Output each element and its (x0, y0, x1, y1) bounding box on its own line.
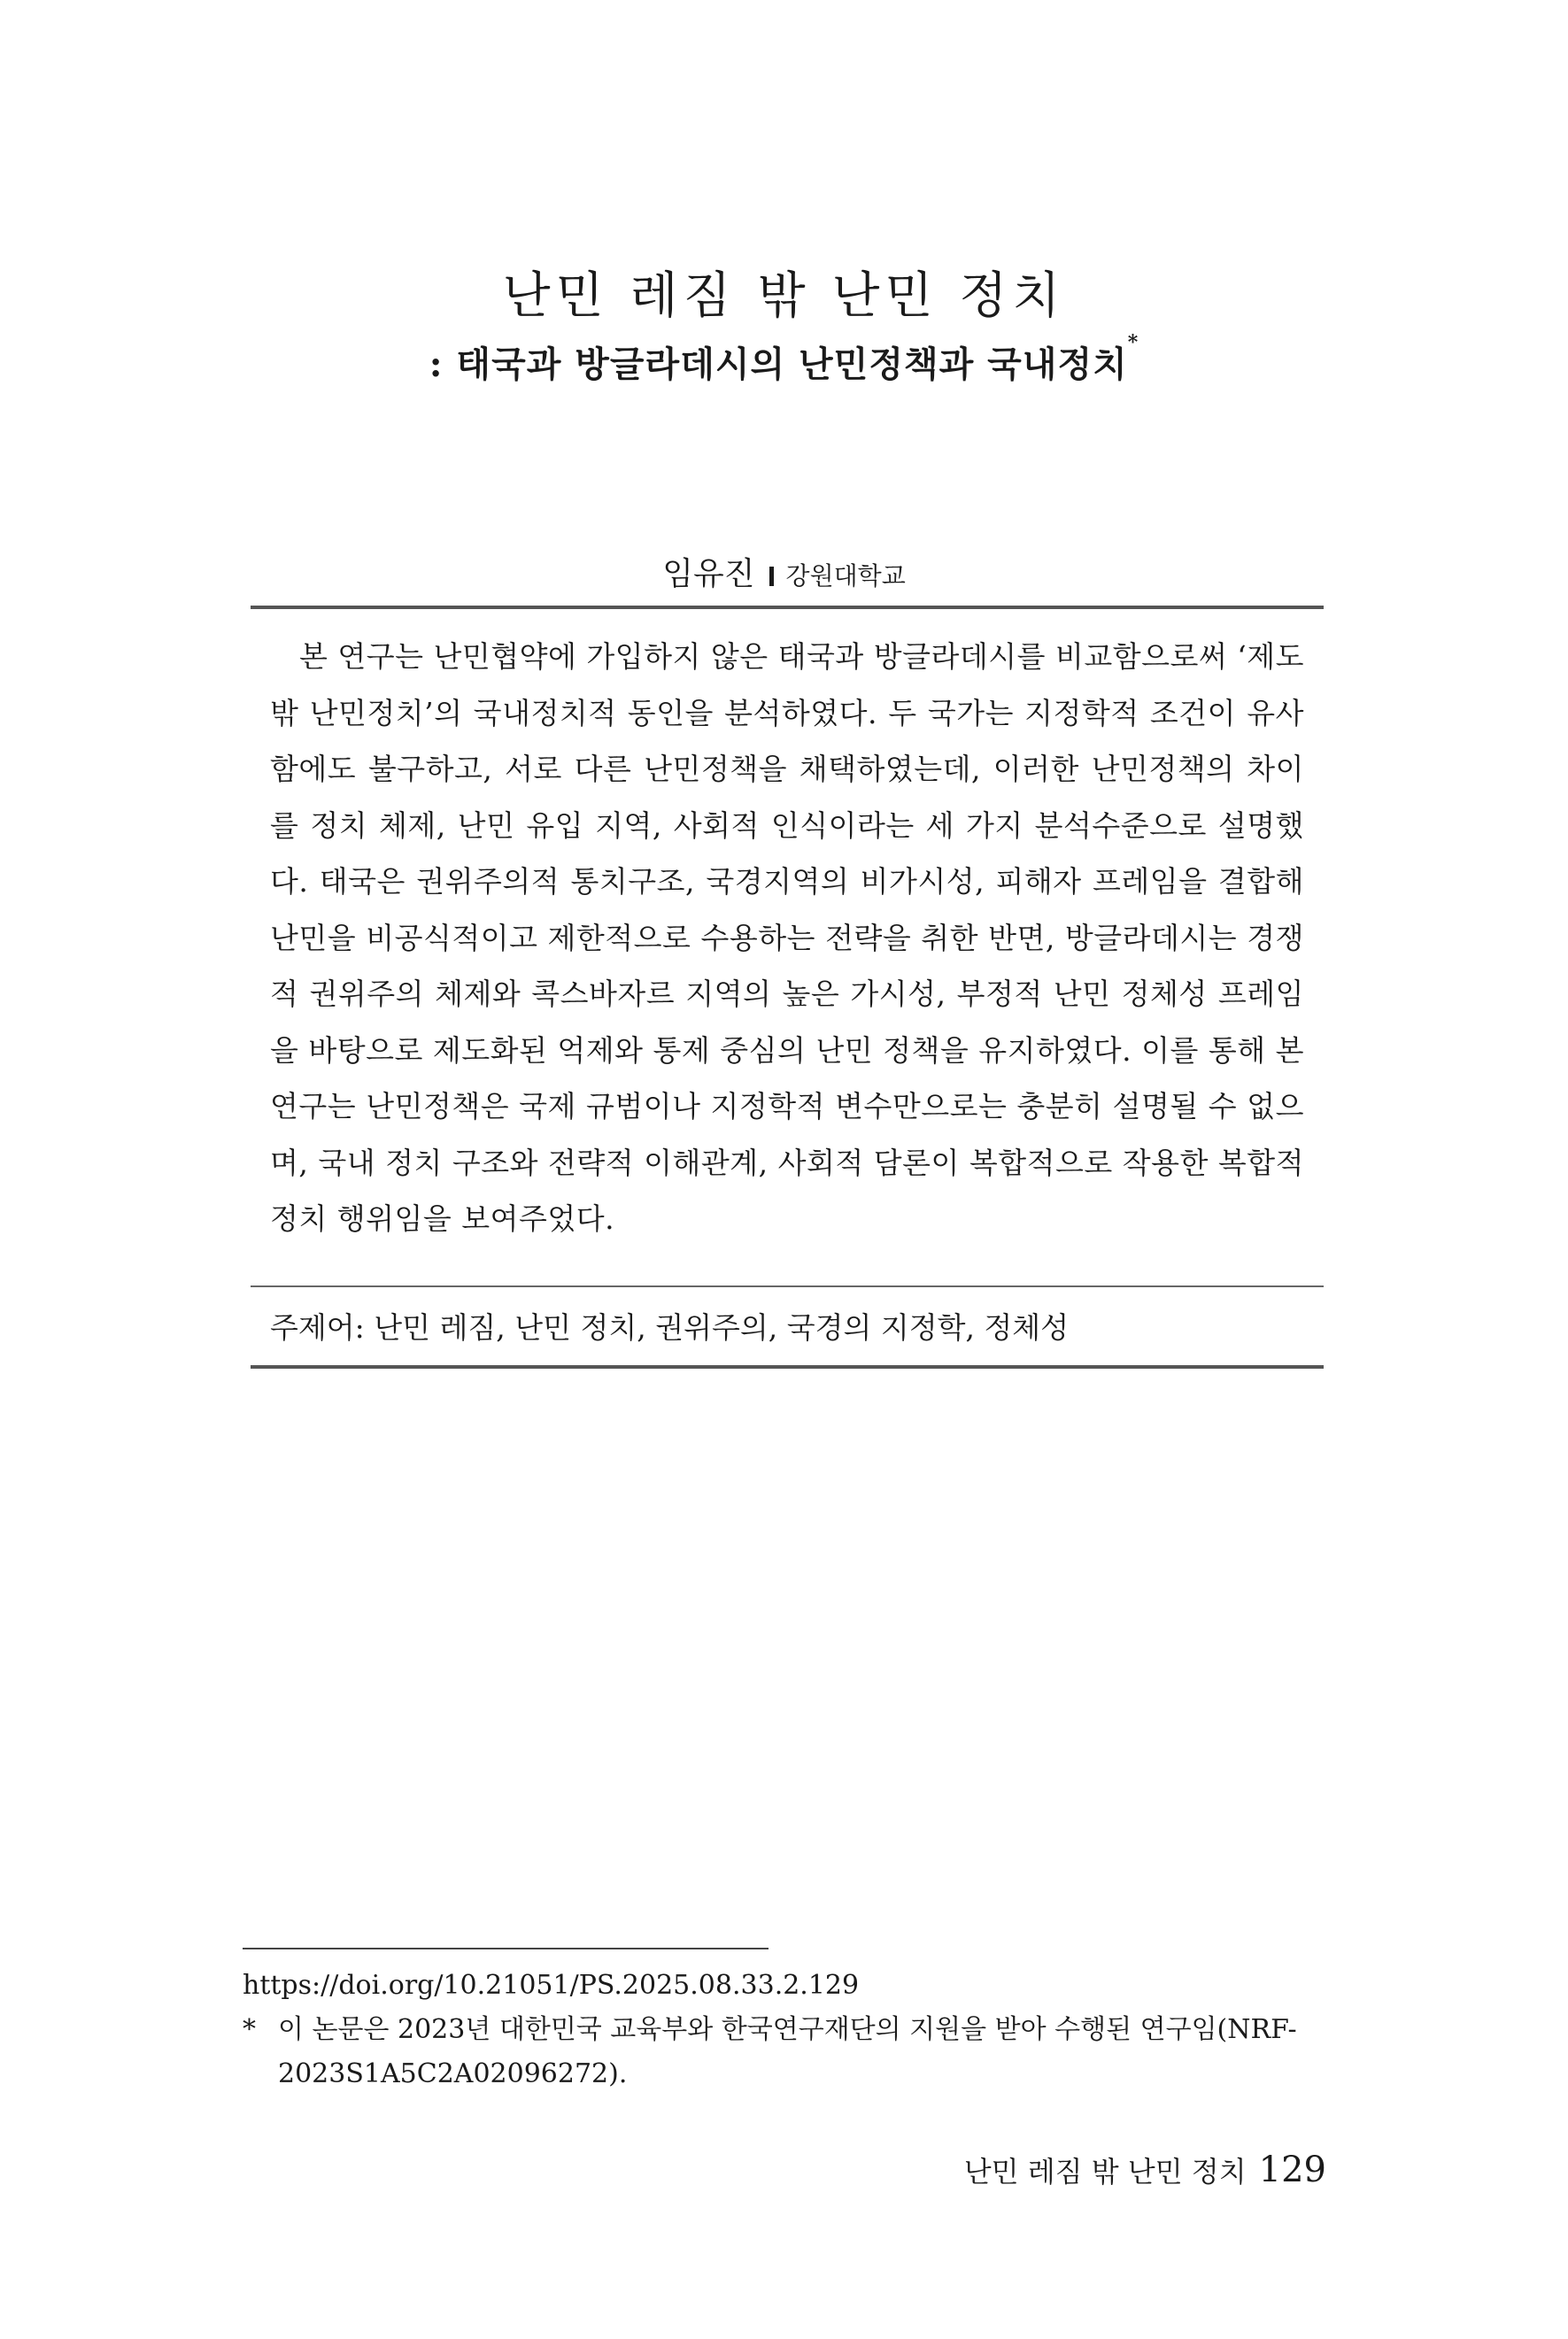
author-separator (769, 567, 774, 586)
abstract: 본 연구는 난민협약에 가입하지 않은 태국과 방글라데시를 비교함으로써 ‘제도 밖 난민정치’의 국내정치적 동인을 분석하였다. 두 국가는 지정학적 조건이 유사함에도 불구하고, 서로 다른 난민정책을 채택하였는데, 이러한 난민정책의 차이를 정치 체제, 난민 유입 지역, 사회적 인식이라는 세 가지 분석수준으로 설명했다. 태국은 권위주의적 통치구조, 국경지역의 비가시성, 피해자 프레임을 결합해 난민을 비공식적이고 제한적으로 수용하는 전략을 취한 반면, 방글라데시는 경쟁적 권위주의 체제와 콕스바자르 지역의 높은 가시성, 부정적 난민 정체성 프레임을 바탕으로 제도화된 억제와 통제 중심의 난민 정책을 유지하였다. 이를 통해 본 연구는 난민정책은 국제 규범이나 지정학적 변수만으로는 충분히 설명될 수 없으며, 국내 정치 구조와 전략적 이해관계, 사회적 담론이 복합적으로 작용한 복합적 정치 행위임을 보여주었다. (270, 639, 1305, 1236)
funding-footnote (243, 2008, 1332, 2096)
keywords-bottom-rule (251, 1365, 1324, 1369)
paper-subtitle (0, 331, 1568, 387)
abstract-top-rule (251, 606, 1324, 609)
author-name: 임유진 (662, 556, 755, 592)
author-line (0, 549, 1568, 594)
funding-footnote-text: 이 논문은 2023년 대한민국 교육부와 한국연구재단의 지원을 받아 수행된 연구임(NRF-2023S1A5C2A02096272). (278, 2014, 1297, 2089)
abstract-bottom-rule (251, 1285, 1324, 1287)
footnote-mark: * (243, 2014, 256, 2045)
doi-link[interactable]: https://doi.org/10.21051/PS.2025.08.33.2.129 (243, 1970, 860, 2001)
paper-title: 난민 레짐 밖 난민 정치 (502, 267, 1066, 325)
keywords: 주제어: 난민 레짐, 난민 정치, 권위주의, 국경의 지정학, 정체성 (270, 1310, 1070, 1345)
footnote-separator (243, 1948, 769, 1949)
running-footer (964, 2150, 1326, 2190)
subtitle-text: : 태국과 방글라데시의 난민정책과 국내정치 (429, 344, 1128, 385)
running-footer-title: 난민 레짐 밖 난민 정치 (963, 2155, 1247, 2188)
page-number: 129 (1258, 2150, 1326, 2190)
footnotes (243, 1964, 1332, 2096)
subtitle-footnote-mark: * (1127, 331, 1139, 354)
author-affiliation: 강원대학교 (785, 561, 906, 591)
